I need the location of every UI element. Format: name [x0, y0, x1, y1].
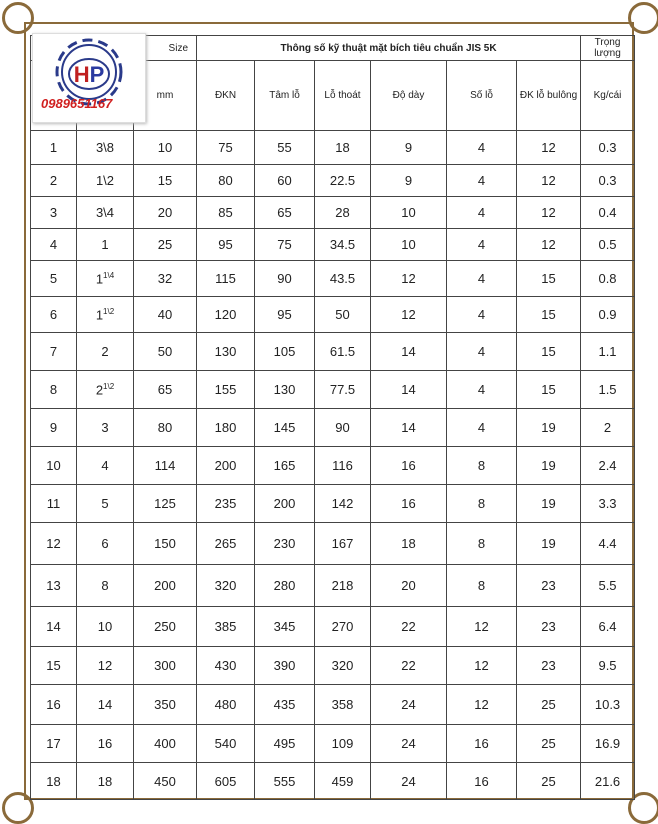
table-cell: 19 — [517, 523, 581, 565]
size-inch — [77, 229, 134, 261]
table-cell: 12 — [447, 685, 517, 725]
table-cell: 15 — [134, 165, 197, 197]
table-cell: 16 — [371, 447, 447, 485]
table-cell: 1.1 — [581, 333, 635, 371]
table-cell: 450 — [134, 763, 197, 800]
table-cell: 77.5 — [315, 371, 371, 409]
table-cell: 130 — [255, 371, 315, 409]
table-cell: 4 — [447, 261, 517, 297]
table-cell: 4 — [447, 297, 517, 333]
row-number: 5 — [31, 261, 77, 297]
row-number: 18 — [31, 763, 77, 800]
table-cell: 4 — [447, 197, 517, 229]
table-cell: 28 — [315, 197, 371, 229]
table-cell: 555 — [255, 763, 315, 800]
size-inch — [77, 197, 134, 229]
table-cell: 250 — [134, 607, 197, 647]
inch-whole: 2 — [101, 344, 109, 359]
inch-fraction: 1\2 — [103, 306, 115, 316]
table-cell: 23 — [517, 607, 581, 647]
table-cell: 167 — [315, 523, 371, 565]
table-cell: 24 — [371, 763, 447, 800]
table-cell: 235 — [197, 485, 255, 523]
table-cell: 12 — [517, 197, 581, 229]
table-cell: 15 — [517, 261, 581, 297]
jis-5k-flange-table — [30, 35, 635, 800]
table-cell: 23 — [517, 647, 581, 685]
table-cell: 358 — [315, 685, 371, 725]
table-cell: 25 — [517, 725, 581, 763]
size-inch — [77, 371, 134, 409]
table-cell: 270 — [315, 607, 371, 647]
table-cell: 200 — [134, 565, 197, 607]
table-cell: 2 — [581, 409, 635, 447]
frame-corner-loop — [2, 2, 34, 34]
table-cell: 16 — [371, 485, 447, 523]
column-header: mm — [134, 61, 197, 131]
table-cell: 65 — [134, 371, 197, 409]
table-cell: 540 — [197, 725, 255, 763]
inch-whole: 16 — [97, 736, 113, 751]
row-number: 7 — [31, 333, 77, 371]
inch-whole: 3\4 — [95, 205, 115, 220]
table-row — [31, 763, 635, 800]
table-cell: 109 — [315, 725, 371, 763]
table-cell: 1.5 — [581, 371, 635, 409]
table-cell: 200 — [255, 485, 315, 523]
table-cell: 18 — [315, 131, 371, 165]
table-cell: 3.3 — [581, 485, 635, 523]
inch-whole: 1 — [95, 307, 104, 323]
table-cell: 125 — [134, 485, 197, 523]
inch-whole: 1 — [101, 237, 109, 252]
table-row — [31, 647, 635, 685]
table-cell: 16 — [447, 763, 517, 800]
table-cell: 400 — [134, 725, 197, 763]
row-number: 3 — [31, 197, 77, 229]
table-cell: 480 — [197, 685, 255, 725]
table-cell: 16 — [447, 725, 517, 763]
table-cell: 495 — [255, 725, 315, 763]
hp-logo — [32, 33, 146, 123]
table-cell: 32 — [134, 261, 197, 297]
table-cell: 9.5 — [581, 647, 635, 685]
table-cell: 20 — [134, 197, 197, 229]
table-cell: 75 — [255, 229, 315, 261]
row-number: 10 — [31, 447, 77, 485]
size-inch — [77, 763, 134, 800]
table-row — [31, 131, 635, 165]
table-cell: 10.3 — [581, 685, 635, 725]
table-cell: 90 — [315, 409, 371, 447]
table-cell: 130 — [197, 333, 255, 371]
table-cell: 4 — [447, 333, 517, 371]
table-row — [31, 607, 635, 647]
size-inch — [77, 297, 134, 333]
table-cell: 22 — [371, 607, 447, 647]
table-cell: 8 — [447, 565, 517, 607]
table-cell: 0.8 — [581, 261, 635, 297]
row-number: 9 — [31, 409, 77, 447]
table-cell: 65 — [255, 197, 315, 229]
table-cell: 320 — [197, 565, 255, 607]
table-cell: 14 — [371, 371, 447, 409]
table-cell: 116 — [315, 447, 371, 485]
table-cell: 4 — [447, 165, 517, 197]
frame-corner-loop — [628, 2, 658, 34]
logo-phone: 0989651167 — [41, 96, 113, 111]
table-cell: 4 — [447, 371, 517, 409]
table-cell: 605 — [197, 763, 255, 800]
table-cell: 19 — [517, 485, 581, 523]
table-row — [31, 447, 635, 485]
table-row — [31, 485, 635, 523]
table-cell: 34.5 — [315, 229, 371, 261]
column-header: Số lỗ — [447, 61, 517, 131]
table-cell: 142 — [315, 485, 371, 523]
table-cell: 20 — [371, 565, 447, 607]
table-cell: 24 — [371, 725, 447, 763]
table-cell: 23 — [517, 565, 581, 607]
table-cell: 9 — [371, 165, 447, 197]
size-inch — [77, 447, 134, 485]
size-inch — [77, 333, 134, 371]
table-cell: 61.5 — [315, 333, 371, 371]
table-cell: 0.4 — [581, 197, 635, 229]
table-cell: 0.9 — [581, 297, 635, 333]
row-number: 14 — [31, 607, 77, 647]
table-cell: 18 — [371, 523, 447, 565]
table-cell: 60 — [255, 165, 315, 197]
table-cell: 155 — [197, 371, 255, 409]
table-cell: 300 — [134, 647, 197, 685]
table-cell: 218 — [315, 565, 371, 607]
table-cell: 0.5 — [581, 229, 635, 261]
row-number: 4 — [31, 229, 77, 261]
table-cell: 150 — [134, 523, 197, 565]
table-cell: 230 — [255, 523, 315, 565]
table-cell: 10 — [371, 229, 447, 261]
table-cell: 10 — [134, 131, 197, 165]
inch-whole: 5 — [101, 496, 109, 511]
table-cell: 280 — [255, 565, 315, 607]
table-row — [31, 371, 635, 409]
table-cell: 14 — [371, 333, 447, 371]
table-cell: 50 — [134, 333, 197, 371]
table-cell: 4 — [447, 131, 517, 165]
table-cell: 75 — [197, 131, 255, 165]
table-cell: 19 — [517, 447, 581, 485]
table-cell: 200 — [197, 447, 255, 485]
table-cell: 15 — [517, 333, 581, 371]
table-cell: 265 — [197, 523, 255, 565]
inch-whole: 4 — [101, 458, 109, 473]
size-inch — [77, 565, 134, 607]
table-cell: 165 — [255, 447, 315, 485]
inch-whole: 18 — [97, 773, 113, 789]
row-number: 13 — [31, 565, 77, 607]
table-cell: 25 — [517, 685, 581, 725]
row-number: 17 — [31, 725, 77, 763]
column-header: ĐKN — [197, 61, 255, 131]
row-number: 16 — [31, 685, 77, 725]
table-cell: 430 — [197, 647, 255, 685]
column-header: Lỗ thoát — [315, 61, 371, 131]
table-cell: 16.9 — [581, 725, 635, 763]
table-cell: 24 — [371, 685, 447, 725]
column-header: Độ dày — [371, 61, 447, 131]
table-cell: 12 — [447, 647, 517, 685]
table-cell: 12 — [517, 131, 581, 165]
column-header: ĐK lỗ bulông — [517, 61, 581, 131]
column-header: Tâm lỗ — [255, 61, 315, 131]
table-cell: 12 — [517, 165, 581, 197]
table-cell: 0.3 — [581, 131, 635, 165]
table-cell: 95 — [197, 229, 255, 261]
table-row — [31, 523, 635, 565]
table-row — [31, 409, 635, 447]
inch-whole: 2 — [95, 382, 104, 398]
table-row — [31, 565, 635, 607]
inch-whole: 14 — [97, 697, 113, 712]
table-cell: 14 — [371, 409, 447, 447]
inch-whole: 8 — [101, 578, 109, 593]
row-number: 2 — [31, 165, 77, 197]
size-inch — [77, 607, 134, 647]
table-cell: 25 — [134, 229, 197, 261]
table-cell: 43.5 — [315, 261, 371, 297]
table-cell: 15 — [517, 371, 581, 409]
table-row — [31, 685, 635, 725]
table-cell: 0.3 — [581, 165, 635, 197]
table-row — [31, 197, 635, 229]
table-cell: 2.4 — [581, 447, 635, 485]
row-number: 12 — [31, 523, 77, 565]
table-cell: 4 — [447, 409, 517, 447]
spec-group-header: Thông số kỹ thuật mặt bích tiêu chuẩn JIS 5K — [197, 36, 581, 61]
size-inch — [77, 685, 134, 725]
table-cell: 25 — [517, 763, 581, 800]
table-cell: 6.4 — [581, 607, 635, 647]
size-inch — [77, 261, 134, 297]
table-cell: 12 — [371, 261, 447, 297]
row-number: 15 — [31, 647, 77, 685]
size-inch — [77, 485, 134, 523]
inch-whole: 6 — [101, 536, 109, 551]
table-cell: 8 — [447, 447, 517, 485]
table-cell: 80 — [134, 409, 197, 447]
table-cell: 95 — [255, 297, 315, 333]
table-cell: 40 — [134, 297, 197, 333]
table-cell: 55 — [255, 131, 315, 165]
table-cell: 120 — [197, 297, 255, 333]
table-row — [31, 725, 635, 763]
table-cell: 80 — [197, 165, 255, 197]
inch-fraction: 1\4 — [103, 270, 115, 280]
table-cell: 345 — [255, 607, 315, 647]
table-cell: 9 — [371, 131, 447, 165]
table-cell: 10 — [371, 197, 447, 229]
table-row — [31, 297, 635, 333]
table-cell: 85 — [197, 197, 255, 229]
table-cell: 114 — [134, 447, 197, 485]
table-row — [31, 165, 635, 197]
size-inch — [77, 647, 134, 685]
table-cell: 350 — [134, 685, 197, 725]
table-cell: 4 — [447, 229, 517, 261]
table-cell: 390 — [255, 647, 315, 685]
table-cell: 385 — [197, 607, 255, 647]
table-row — [31, 333, 635, 371]
inch-fraction: 1\2 — [103, 381, 115, 391]
table-cell: 21.6 — [581, 763, 635, 800]
table-cell: 90 — [255, 261, 315, 297]
table-cell: 4.4 — [581, 523, 635, 565]
inch-whole: 1 — [95, 271, 104, 287]
size-inch — [77, 409, 134, 447]
size-inch — [77, 725, 134, 763]
table-cell: 105 — [255, 333, 315, 371]
table-cell: 5.5 — [581, 565, 635, 607]
row-number: 8 — [31, 371, 77, 409]
inch-whole: 12 — [97, 658, 113, 673]
inch-whole: 3\8 — [95, 140, 115, 155]
inch-whole: 1\2 — [95, 173, 115, 188]
row-number: 6 — [31, 297, 77, 333]
row-number: 1 — [31, 131, 77, 165]
table-cell: 459 — [315, 763, 371, 800]
size-inch — [77, 131, 134, 165]
inch-whole: 3 — [101, 420, 109, 435]
table-cell: 12 — [371, 297, 447, 333]
table-cell: 12 — [517, 229, 581, 261]
table-cell: 8 — [447, 523, 517, 565]
table-cell: 22 — [371, 647, 447, 685]
table-cell: 115 — [197, 261, 255, 297]
size-inch — [77, 523, 134, 565]
table-cell: 12 — [447, 607, 517, 647]
table-cell: 8 — [447, 485, 517, 523]
table-row — [31, 229, 635, 261]
table-cell: 435 — [255, 685, 315, 725]
table-cell: 19 — [517, 409, 581, 447]
size-inch — [77, 165, 134, 197]
table-cell: 22.5 — [315, 165, 371, 197]
column-header: Kg/cái — [581, 61, 635, 131]
table-cell: 50 — [315, 297, 371, 333]
size-header: Size — [31, 36, 197, 61]
row-number: 11 — [31, 485, 77, 523]
svg-text:HP: HP — [73, 62, 105, 87]
table-cell: 15 — [517, 297, 581, 333]
table-cell: 145 — [255, 409, 315, 447]
table-cell: 180 — [197, 409, 255, 447]
weight-header: Trọng lượng — [581, 36, 635, 61]
table-row — [31, 261, 635, 297]
inch-whole: 10 — [97, 619, 113, 634]
table-cell: 320 — [315, 647, 371, 685]
